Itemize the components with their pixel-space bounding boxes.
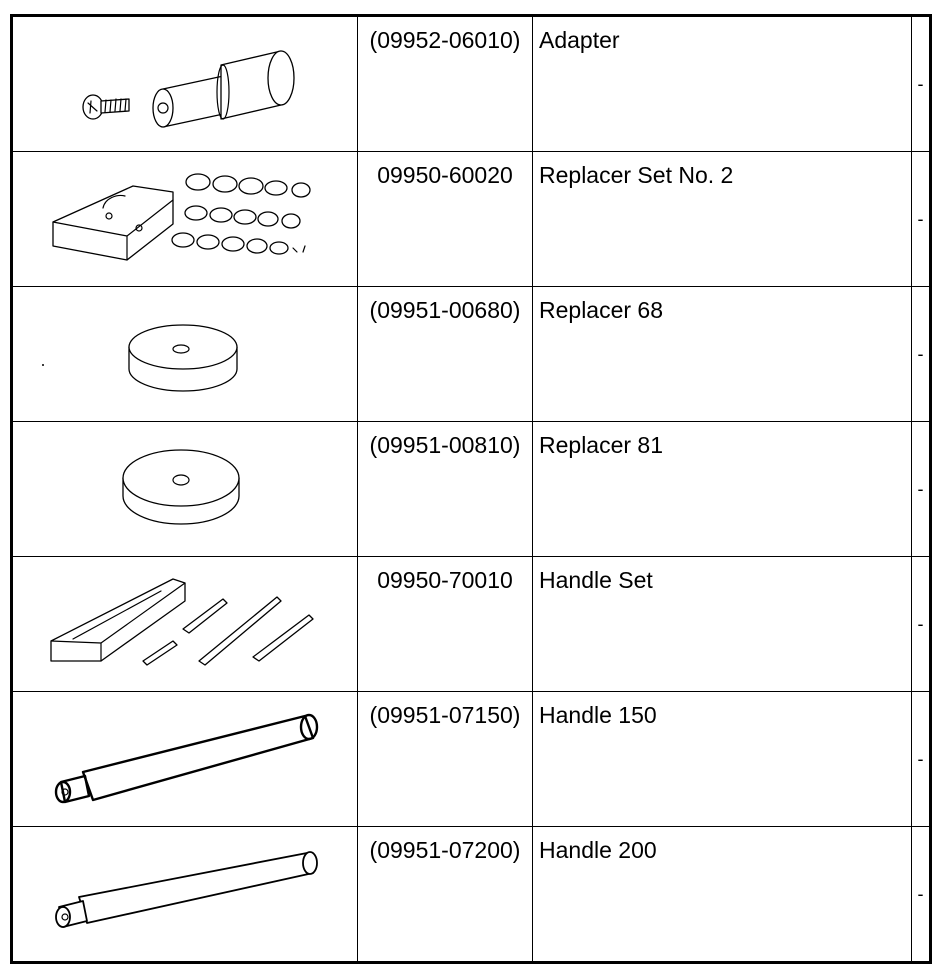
handle-bar-icon	[13, 827, 357, 951]
row-mark: -	[912, 557, 931, 692]
tool-name: Handle 200	[533, 827, 912, 963]
part-number: 09950-70010	[358, 557, 533, 692]
tool-illustration-cell	[12, 152, 358, 287]
row-mark: -	[912, 827, 931, 963]
tool-name: Handle 150	[533, 692, 912, 827]
row-mark: -	[912, 287, 931, 422]
tool-illustration-cell	[12, 287, 358, 422]
row-mark: -	[912, 152, 931, 287]
tool-illustration-cell	[12, 692, 358, 827]
row-mark: -	[912, 16, 931, 152]
table-row	[12, 422, 931, 557]
table-row	[12, 557, 931, 692]
replacer-set-case-icon	[13, 152, 357, 276]
tool-name: Replacer Set No. 2	[533, 152, 912, 287]
special-tools-table	[10, 14, 932, 964]
table-row	[12, 692, 931, 827]
part-number: (09951-00680)	[358, 287, 533, 422]
row-mark: -	[912, 692, 931, 827]
tool-illustration-cell	[12, 827, 358, 963]
tool-illustration-cell	[12, 557, 358, 692]
part-number: (09952-06010)	[358, 16, 533, 152]
row-mark: -	[912, 422, 931, 557]
tool-illustration-cell	[12, 422, 358, 557]
part-number: 09950-60020	[358, 152, 533, 287]
table-row	[12, 16, 931, 152]
replacer-disc-icon	[13, 287, 357, 411]
tool-illustration-cell	[12, 16, 358, 152]
tool-name: Replacer 68	[533, 287, 912, 422]
table-row	[12, 152, 931, 287]
handle-set-case-icon	[13, 557, 357, 681]
handle-bar-icon	[13, 692, 357, 816]
part-number: (09951-07150)	[358, 692, 533, 827]
tool-name: Handle Set	[533, 557, 912, 692]
table-row	[12, 827, 931, 963]
replacer-disc-icon	[13, 422, 357, 546]
tool-name: Replacer 81	[533, 422, 912, 557]
adapter-with-screw-icon	[13, 17, 357, 141]
part-number: (09951-07200)	[358, 827, 533, 963]
tool-name: Adapter	[533, 16, 912, 152]
table-row	[12, 287, 931, 422]
part-number: (09951-00810)	[358, 422, 533, 557]
